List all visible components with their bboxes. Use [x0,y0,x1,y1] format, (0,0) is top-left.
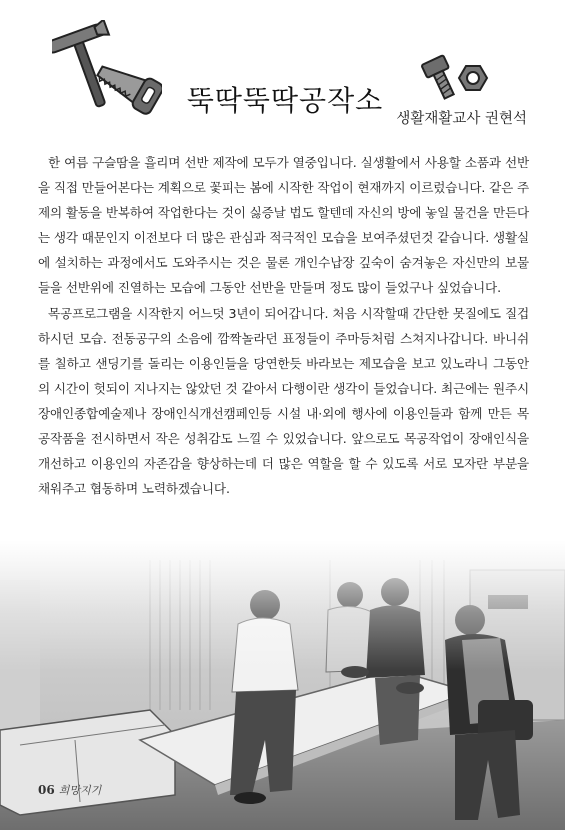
magazine-name: 희망지기 [58,784,102,797]
author-byline: 생활재활교사 권현석 [396,111,527,127]
article-paragraph: 한 여름 구슬땀을 흘리며 선반 제작에 모두가 열중입니다. 실생활에서 사용할 소품과 선반을 직접 만들어본다는 계획으로 꽃피는 봄에 시작한 작업이 현재까지 이르렀습니다. 같은 주제의 활동을 반복하여 작업한다는 것이 싫증날 법도 할텐데 자신의 방에 놓일 물건을 만든다는 생각 때문인지 이전보다 더 많은 관심과 적극적인 모습을 보여주셨던것 같습니다. 생활실에 설치하는 과정에서도 도와주시는 것은 물론 개인수납장 깊숙이 숨겨놓은 자신만의 보물들을 선반위에 진열하는 모습에 그동안 선반을 만들며 정도 많이 들었구나 싶었습니다. [38,155,529,296]
article-paragraph: 목공프로그램을 시작한지 어느덧 3년이 되어갑니다. 처음 시작할때 간단한 못질에도 질겁하시던 모습. 전동공구의 소음에 깜짝놀라던 표정들이 주마등처럼 스쳐지나갑니다. 바니쉬를 칠하고 샌딩기를 돌리는 이용인들을 당연한듯 바라보는 제모습을 보고 있노라니 그동안의 시간이 헛되이 지나지는 않았던 것 같아서 다행이란 생각이 들었습니다. 최근에는 원주시장애인종합예술제나 장애인식개선캠페인등 시설 내·외에 행사에 이용인들과 함께 만든 목공작품을 전시하면서 작은 성취감도 느낄 수 있었습니다. 앞으로도 목공작업이 장애인식을 개선하고 이용인의 자존감을 향상하는데 더 많은 역할을 할 수 있도록 서로 모자란 부분을 채워주고 협동하며 노력하겠습니다. [38,305,529,497]
page-number: 06 [38,783,55,797]
page-footer [38,782,101,798]
article-body [38,150,529,501]
page-title: 뚝딱뚝딱공작소 [186,83,384,117]
bolt-nut-icon [420,52,492,102]
